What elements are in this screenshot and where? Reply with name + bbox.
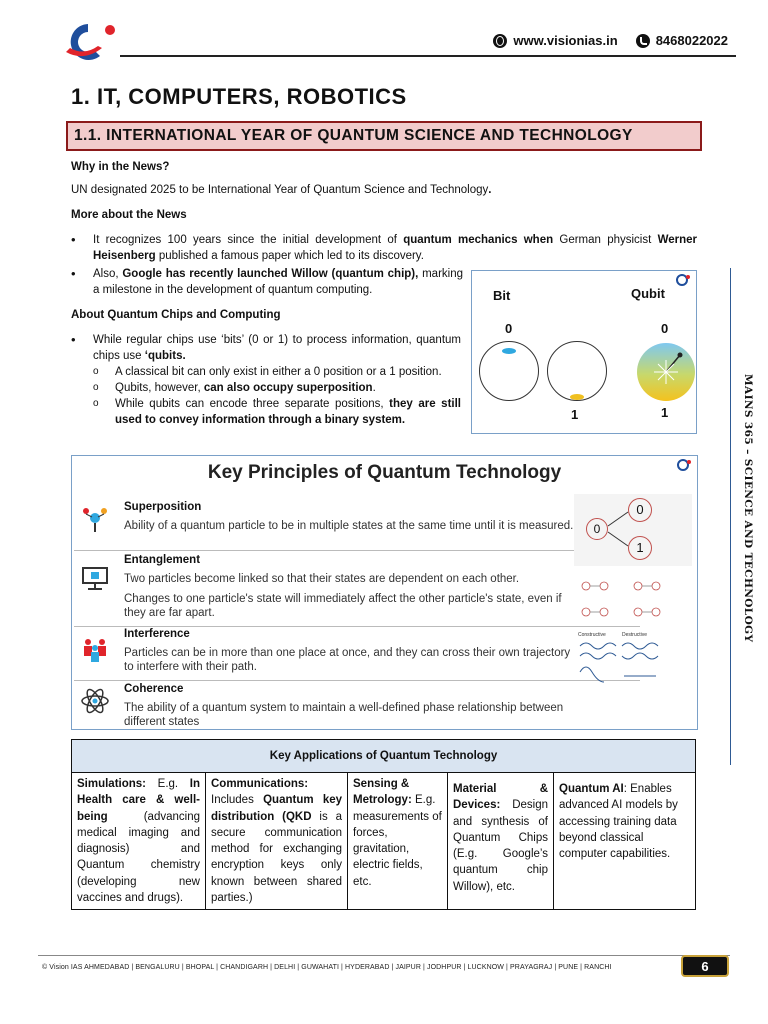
footer-text: © Vision IAS AHMEDABAD | BENGALURU | BHOPAL | CHANDIGARH | DELHI | GUWAHATI | HYDERABAD | JAIPUR | JODHPUR | LUCKNOW | PRAYAGRAJ | PUNE | RANCHI <box>42 964 612 971</box>
application-simulations <box>72 773 206 910</box>
text: (advancing medical imaging and diagnosis) and Quantum chemistry (developing new vaccines and drugs). <box>77 810 200 905</box>
computer-chip-icon <box>80 563 110 593</box>
qubit-sphere <box>636 341 696 403</box>
phone-text: 8468022022 <box>655 33 728 48</box>
text-bold: they are still used to convey information through a binary system. <box>115 398 461 426</box>
text: marking a milestone in the development of quantum computing. <box>93 268 463 296</box>
destructive-label: Destructive <box>622 632 648 638</box>
text: Also, <box>93 268 123 280</box>
phone-contact[interactable] <box>636 33 728 48</box>
application-sensing <box>348 773 448 910</box>
principle-desc-2: Changes to one particle's state will immediately affect the other particle's state, even if they are far apart. <box>124 593 562 619</box>
superposition-diagram <box>574 494 692 566</box>
qubit-zero-label: 0 <box>661 321 669 336</box>
text-bold: Quantum key distribution (QKD <box>211 794 343 823</box>
key-principles-title: Key Principles of Quantum Technology <box>207 462 562 483</box>
list-item <box>71 266 463 298</box>
side-label: MAINS 365 – SCIENCE AND TECHNOLOGY <box>742 374 754 643</box>
bit-circle-one <box>547 341 607 401</box>
why-text <box>71 182 491 198</box>
principle-desc: Two particles become linked so that their states are dependent on each other. <box>124 573 520 585</box>
cell-heading: Simulations: <box>77 778 147 790</box>
header-divider <box>120 55 736 57</box>
application-quantum-ai <box>554 773 696 910</box>
bit-state-dot-zero <box>502 348 516 354</box>
globe-icon <box>493 34 507 48</box>
why-heading: Why in the News? <box>71 161 170 173</box>
wave-drawings <box>578 638 690 692</box>
text: German physicist <box>553 234 658 246</box>
diagram-node: 0 <box>586 518 608 540</box>
diagram-node: 0 <box>628 498 652 522</box>
text: E.g. measurements of forces, gravitation, electric fields, etc. <box>353 794 442 888</box>
text-bold: In Health care & well-being <box>77 778 200 823</box>
bit-one-label: 1 <box>571 407 579 422</box>
cell-heading: Sensing & Metrology: <box>353 778 412 807</box>
text: It recognizes 100 years since the initial development of <box>93 234 404 246</box>
text-bold: Google has recently launched Willow (quantum chip), <box>122 268 419 280</box>
principle-name: Interference <box>124 628 190 640</box>
website-link[interactable] <box>493 33 617 48</box>
bit-state-dot-one <box>570 394 584 400</box>
principle-desc: Particles can be in more than one place at once, and they can cross their own trajectory to interfere with their path. <box>124 647 571 673</box>
bit-qubit-figure <box>471 270 697 434</box>
atom-icon <box>80 686 110 716</box>
divider <box>74 626 640 627</box>
text-bold: ‘qubits. <box>144 350 186 362</box>
text: published a famous paper which led to its discovery. <box>155 250 424 262</box>
text: . <box>372 382 376 394</box>
text: Includes <box>211 794 264 807</box>
constructive-label: Constructive <box>578 632 606 638</box>
more-list <box>71 232 697 264</box>
application-communications <box>206 773 348 910</box>
qubit-label: Qubit <box>631 286 665 301</box>
sub-list-item <box>93 380 461 396</box>
sub-list-item: o A classical bit can only exist in either a 0 position or a 1 position. <box>93 364 461 380</box>
people-icon <box>80 634 110 664</box>
principle-desc: The ability of a quantum system to maintain a well-defined phase relationship between different states <box>124 702 564 728</box>
text: While qubits can encode three separate positions, <box>115 398 390 410</box>
list-item <box>71 332 461 364</box>
principle-name: Coherence <box>124 683 184 695</box>
superposition-icon <box>80 504 110 534</box>
sub-list-item <box>93 396 461 428</box>
section-title-bar <box>66 121 702 151</box>
bit-label: Bit <box>493 288 511 303</box>
why-text-body: UN designated 2025 to be International Year of Quantum Science and Technology <box>71 184 489 196</box>
principle-desc: Ability of a quantum particle to be in multiple states at the same time until it is measured. <box>124 520 574 532</box>
more-list-2 <box>71 266 463 298</box>
diagram-node: 1 <box>628 536 652 560</box>
phone-icon <box>636 34 650 48</box>
section-title: 1.1. INTERNATIONAL YEAR OF QUANTUM SCIENCE AND TECHNOLOGY <box>74 127 633 144</box>
cell-heading: Communications: <box>211 778 309 790</box>
application-material-devices <box>448 773 554 910</box>
text-bold: quantum mechanics when <box>403 234 554 246</box>
text: While regular chips use ‘bits’ (0 or 1) to process information, quantum chips use <box>93 334 461 362</box>
applications-title: Key Applications of Quantum Technology <box>72 740 696 773</box>
applications-table <box>71 739 696 910</box>
chapter-title: 1. IT, COMPUTERS, ROBOTICS <box>71 84 407 109</box>
website-text: www.visionias.in <box>513 33 618 48</box>
entanglement-states <box>574 568 692 628</box>
principle-name: Superposition <box>124 501 202 513</box>
qubit-one-label: 1 <box>661 405 669 420</box>
entanglement-diagram <box>574 568 692 628</box>
more-heading: More about the News <box>71 209 187 221</box>
principle-name: Entanglement <box>124 554 201 566</box>
page-number: 6 <box>681 955 729 977</box>
list-item <box>71 232 697 264</box>
key-principles-panel <box>71 455 698 730</box>
why-text-period: . <box>488 184 492 196</box>
text-bold: Werner Heisenberg <box>93 234 697 262</box>
cell-heading: Material & Devices: <box>453 783 548 812</box>
interference-diagram <box>578 632 690 692</box>
text-bold: can also occupy superposition <box>203 382 373 394</box>
diagram-arrows <box>574 494 692 566</box>
text: Design and synthesis of Quantum Chips (E.g. Google’s quantum chip Willow), etc. <box>453 799 548 893</box>
vision-ias-logo <box>58 18 118 64</box>
about-heading: About Quantum Chips and Computing <box>71 309 281 321</box>
vision-ias-mini-logo <box>676 274 690 286</box>
divider <box>74 680 640 681</box>
text: Qubits, however, <box>115 382 204 394</box>
text: is a secure communication method for exchanging encryption keys only known between shared parties.) <box>211 810 342 905</box>
text: E.g. <box>146 778 190 790</box>
bit-zero-label: 0 <box>505 321 513 336</box>
side-divider <box>730 268 731 765</box>
cell-heading: Quantum AI <box>559 783 624 795</box>
text: : Enables advanced AI models by accessing training data beyond classical computer capabilities. <box>559 783 678 861</box>
header-contact <box>493 33 728 48</box>
about-list <box>71 332 461 428</box>
footer-divider <box>38 955 730 956</box>
divider <box>74 550 640 551</box>
